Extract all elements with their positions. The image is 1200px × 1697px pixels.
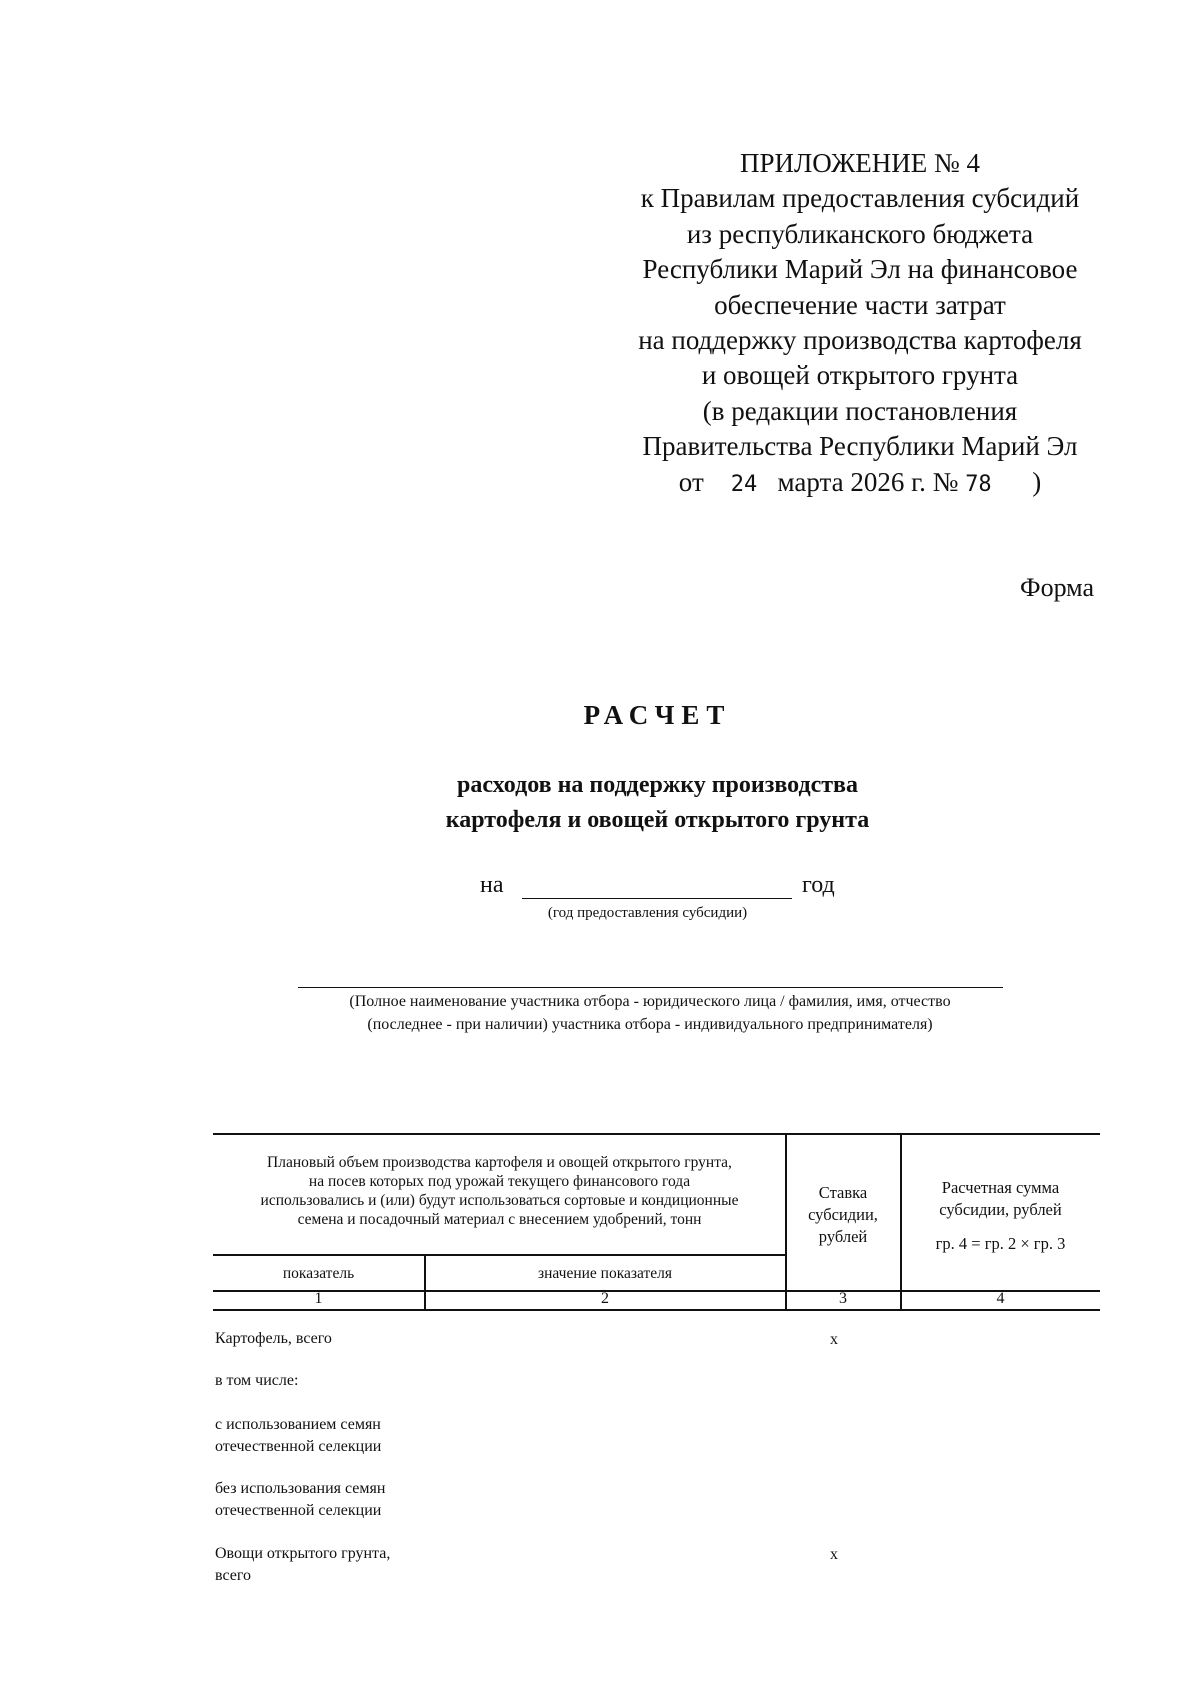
header-sum-line: Расчетная сумма — [941, 1178, 1060, 1197]
org-hint-line: (Полное наименование участника отбора - юридического лица / фамилия, имя, отчество — [349, 993, 951, 1010]
date-day: 24 — [730, 471, 758, 497]
subheader-value: значение показателя — [537, 1265, 673, 1282]
column-number: 2 — [601, 1290, 609, 1307]
year-blank-field[interactable] — [522, 898, 792, 899]
year-prefix: на — [480, 872, 504, 898]
row-rate-cell: х — [830, 1331, 838, 1348]
header-sum — [901, 1177, 1100, 1255]
appendix-line: (в редакции постановления — [702, 395, 1018, 426]
table-divider — [213, 1254, 786, 1256]
appendix-line: и овощей открытого грунта — [701, 360, 1019, 391]
row-label-line: Картофель, всего — [215, 1330, 332, 1347]
row-label-line: отечественной селекции — [215, 1438, 382, 1455]
form-label: Форма — [1020, 573, 1094, 602]
year-hint: (год предоставления субсидии) — [547, 905, 748, 921]
subheader-indicator: показатель — [282, 1265, 355, 1282]
appendix-line: ПРИЛОЖЕНИЕ № 4 — [739, 148, 981, 178]
appendix-date-line — [600, 465, 1120, 502]
header-volume-line: на посев которых под урожай текущего финансового года — [308, 1173, 691, 1190]
org-name-blank-field[interactable] — [298, 987, 1003, 988]
document-subtitle — [380, 768, 935, 838]
header-volume-line: семена и посадочный материал с внесением удобрений, тонн — [297, 1211, 702, 1228]
year-suffix: год — [802, 872, 835, 898]
table-row-label — [215, 1478, 385, 1522]
appendix-header — [600, 146, 1120, 502]
appendix-line: из республиканского бюджета — [686, 218, 1034, 249]
header-volume-line: Плановый объем производства картофеля и овощей открытого грунта, — [267, 1154, 732, 1171]
date-prefix: от — [678, 466, 704, 497]
subtitle-line: картофеля и овощей открытого грунта — [445, 807, 870, 833]
row-label-line: отечественной селекции — [215, 1502, 382, 1519]
column-number: 3 — [839, 1290, 847, 1307]
table-row-label — [215, 1328, 332, 1350]
header-volume — [213, 1153, 786, 1229]
header-sum-formula: гр. 4 = гр. 2 × гр. 3 — [935, 1234, 1066, 1253]
header-volume-line: использовались и (или) будут использоваться сортовые и кондиционные — [260, 1192, 739, 1209]
date-suffix: ) — [1032, 466, 1042, 497]
header-rate — [786, 1182, 900, 1248]
table-divider — [213, 1309, 1100, 1311]
row-label-line: с использованием семян — [215, 1416, 381, 1433]
appendix-line: Республики Марий Эл на финансовое — [642, 254, 1078, 285]
appendix-line: на поддержку производства картофеля — [638, 325, 1082, 356]
date-middle: марта 2026 г. № — [777, 466, 959, 497]
row-rate-cell: х — [830, 1546, 838, 1563]
date-number: 78 — [965, 471, 992, 497]
header-sum-line: субсидии, рублей — [939, 1200, 1062, 1219]
year-row — [480, 872, 840, 902]
org-hint-line: (последнее - при наличии) участника отбора - индивидуального предпринимателя) — [367, 1016, 933, 1033]
table-top-border — [213, 1133, 1100, 1135]
appendix-line: обеспечение части затрат — [714, 289, 1006, 320]
row-label-line: без использования семян — [215, 1480, 386, 1497]
column-number: 4 — [996, 1290, 1005, 1307]
subtitle-line: расходов на поддержку производства — [456, 772, 858, 798]
row-label-line: в том числе: — [215, 1372, 299, 1389]
row-label-line: всего — [215, 1567, 252, 1584]
appendix-line: к Правилам предоставления субсидий — [640, 183, 1080, 214]
row-label-line: Овощи открытого грунта, — [215, 1545, 391, 1562]
appendix-line: Правительства Республики Марий Эл — [642, 431, 1078, 462]
column-number: 1 — [314, 1290, 323, 1307]
document-title: РАСЧЕТ — [583, 700, 732, 730]
header-rate-line: рублей — [818, 1227, 868, 1246]
header-rate-line: Ставка — [818, 1183, 868, 1202]
table-row-label — [215, 1543, 390, 1587]
org-hint — [290, 990, 1010, 1036]
table-row-label — [215, 1370, 298, 1392]
table-row-label — [215, 1414, 381, 1458]
header-rate-line: субсидии, — [808, 1205, 878, 1224]
